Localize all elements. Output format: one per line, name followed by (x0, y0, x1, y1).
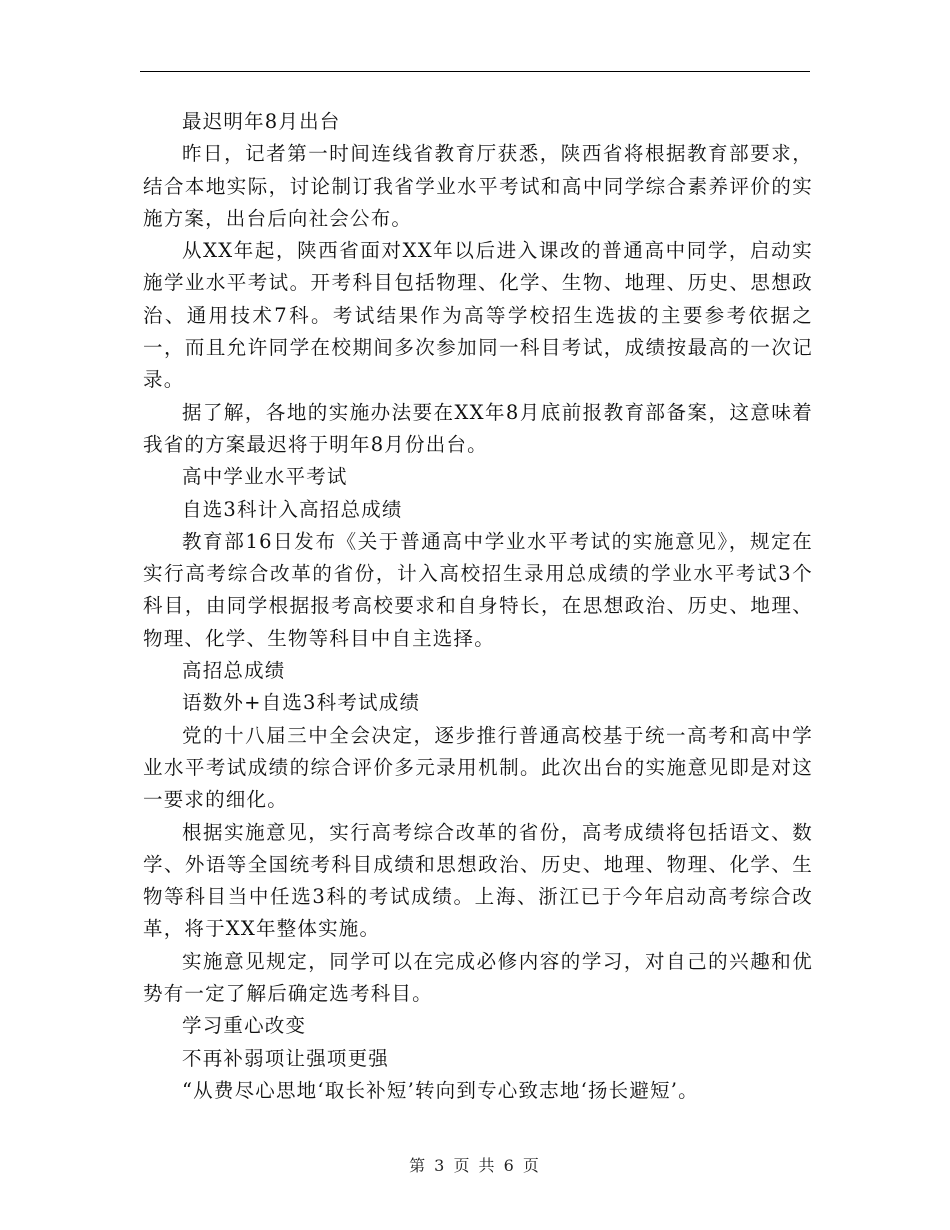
paragraph-10: 党的十八届三中全会决定，逐步推行普通高校基于统一高考和高中学业水平考试成绩的综合评价多元录用机制。此次出台的实施意见即是对这一要求的细化。 (143, 723, 813, 812)
page-number-footer: 第 3 页 共 6 页 (409, 1156, 541, 1175)
paragraph-15: “从费尽心思地‘取长补短’转向到专心致志地‘扬长避短’。 (182, 1078, 699, 1102)
paragraph-8: 高招总成绩 (182, 659, 286, 683)
paragraph-2: 昨日，记者第一时间连线省教育厅获悉，陕西省将根据教育部要求，结合本地实际，讨论制订我省学业水平考试和高中同学综合素养评价的实施方案，出台后向社会公布。 (143, 142, 813, 230)
paragraph-13: 学习重心改变 (182, 1014, 307, 1038)
paragraph-3: 从XX年起，陕西省面对XX年以后进入课改的普通高中同学，启动实施学业水平考试。开考科目包括物理、化学、生物、地理、历史、思想政治、通用技术7科。考试结果作为高等学校招生选拔的主要参考依据之一，而且允许同学在校期间多次参加同一科目考试，成绩按最高的一次记录。 (143, 239, 813, 392)
paragraph-6: 自选3科计入高招总成绩 (182, 497, 403, 521)
paragraph-1: 最迟明年8月出台 (182, 110, 341, 133)
paragraph-14: 不再补弱项让强项更强 (182, 1046, 390, 1070)
paragraph-4: 据了解，各地的实施办法要在XX年8月底前报教育部备案，这意味着我省的方案最迟将于明年8月份出台。 (143, 400, 813, 456)
paragraph-12: 实施意见规定，同学可以在完成必修内容的学习，对自己的兴趣和优势有一定了解后确定选考科目。 (143, 949, 813, 1006)
header-rule (140, 71, 810, 72)
paragraph-7: 教育部16日发布《关于普通高中学业水平考试的实施意见》，规定在实行高考综合改革的省份，计入高校招生录用总成绩的学业水平考试3个科目，由同学根据报考高校要求和自身特长，在思想政治、历史、地理、物理、化学、生物等科目中自主选择。 (143, 529, 813, 650)
paragraph-11: 根据实施意见，实行高考综合改革的省份，高考成绩将包括语文、数学、外语等全国统考科目成绩和思想政治、历史、地理、物理、化学、生物等科目当中任选3科的考试成绩。上海、浙江已于今年启动高考综合改革，将于XX年整体实施。 (143, 820, 813, 941)
document-body (143, 106, 813, 1107)
paragraph-5: 高中学业水平考试 (182, 465, 348, 489)
paragraph-9: 语数外+自选3科考试成绩 (182, 691, 421, 715)
